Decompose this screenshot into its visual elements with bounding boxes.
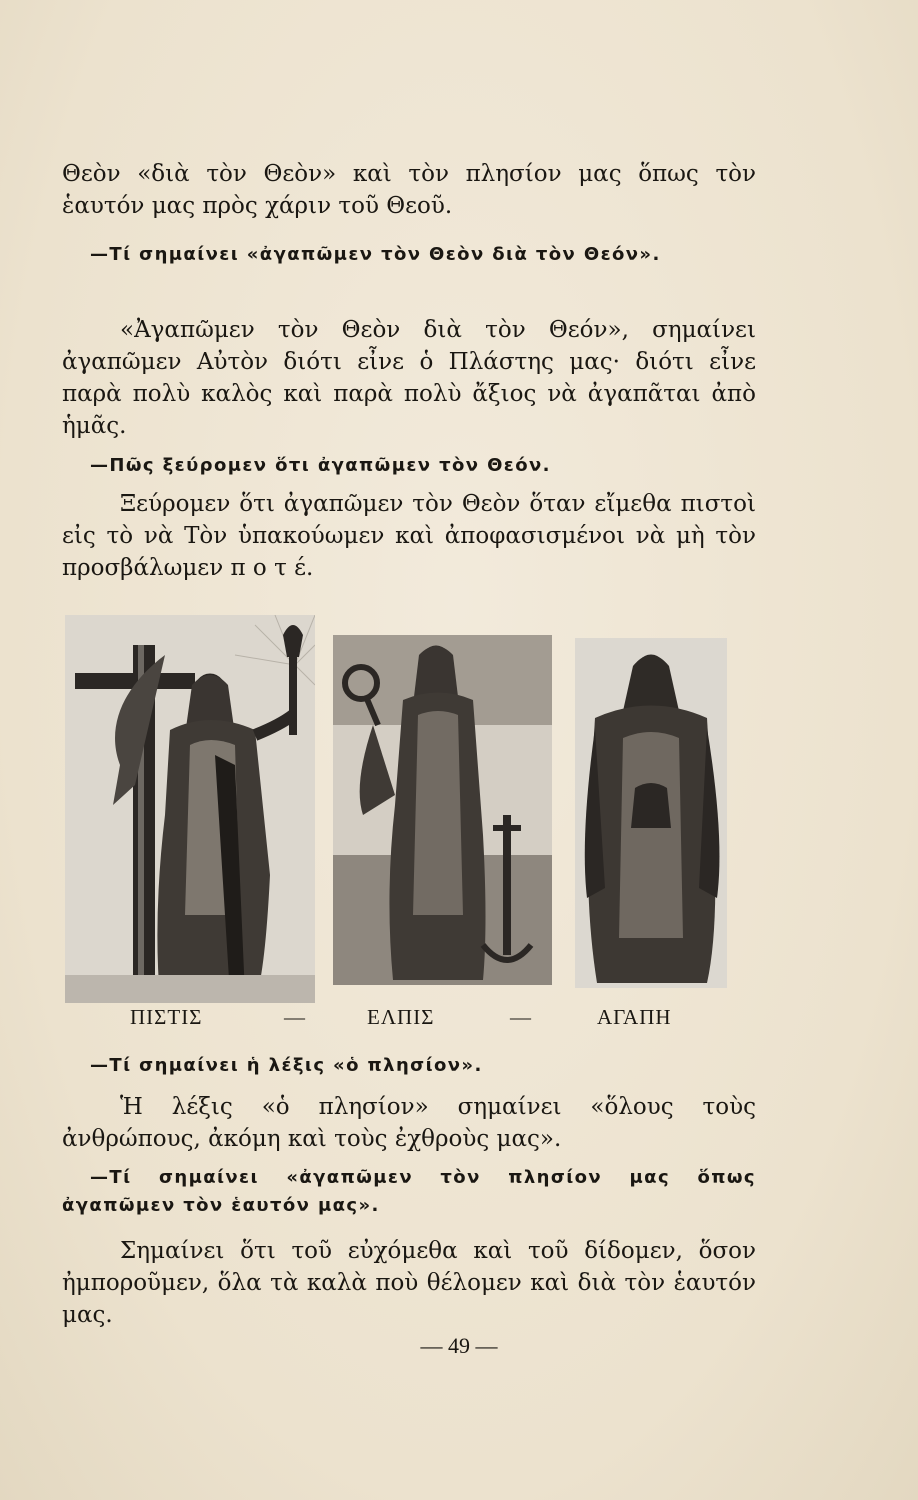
- engraving-elpis: [333, 635, 552, 985]
- answer-paragraph: Ξεύρομεν ὅτι ἀγαπῶμεν τὸν Θεὸν ὅταν εἴμεθα πιστοὶ εἰς τὸ νὰ Τὸν ὑπακούωμεν καὶ ἀποφασισμένοι νὰ μὴ τὸν προσβάλωμεν π ο τ έ.: [62, 491, 756, 581]
- engraving-agape: [575, 638, 727, 988]
- answer-neighbor-word: [62, 1091, 756, 1155]
- caption-dash-1: —: [284, 1005, 306, 1029]
- answer-paragraph: Σημαίνει ὅτι τοῦ εὐχόμεθα καὶ τοῦ δίδομεν, ὅσον ἠμποροῦμεν, ὅλα τὰ καλὰ ποὺ θέλομεν καὶ διὰ τὸν ἑαυτόν μας.: [62, 1238, 756, 1328]
- text-top: [62, 158, 756, 222]
- answer-love-neighbor: [62, 1235, 756, 1331]
- caption-dash-2: —: [510, 1005, 532, 1029]
- question-heading: —Τί σημαίνει «ἀγαπῶμεν τὸν Θεὸν διὰ τὸν Θεόν».: [90, 244, 661, 265]
- paragraph-continuation: Θεὸν «διὰ τὸν Θεὸν» καὶ τὸν πλησίον μας ὅπως τὸν ἑαυτόν μας πρὸς χάριν τοῦ Θεοῦ.: [62, 161, 756, 219]
- caption-agape: ΑΓΑΠΗ: [597, 1005, 672, 1029]
- question-love-god-for-god: [62, 241, 756, 269]
- answer-how-we-know: [62, 488, 756, 584]
- question-heading: —Τί σημαίνει «ἀγαπῶμεν τὸν πλησίον μας ὅπως ἀγαπῶμεν τὸν ἑαυτόν μας».: [62, 1167, 756, 1216]
- question-love-neighbor: [62, 1164, 756, 1220]
- caption-pistis: ΠΙΣΤΙΣ: [130, 1005, 203, 1029]
- love-figure-image: [575, 638, 727, 988]
- question-neighbor-word: [62, 1052, 756, 1080]
- question-how-we-know: [62, 452, 756, 480]
- answer-love-god-for-god: [62, 314, 756, 442]
- question-heading: —Τί σημαίνει ἡ λέξις «ὁ πλησίον».: [90, 1055, 483, 1076]
- faith-figure-image: [65, 615, 315, 1003]
- answer-paragraph: «Ἀγαπῶμεν τὸν Θεὸν διὰ τὸν Θεόν», σημαίνει ἀγαπῶμεν Αὐτὸν διότι εἶνε ὁ Πλάστης μας· διότι εἶνε παρὰ πολὺ καλὸς καὶ παρὰ πολὺ ἄξιος νὰ ἀγαπᾶται ἀπὸ ἡμᾶς.: [62, 317, 756, 439]
- page-number: — 49 —: [420, 1333, 498, 1358]
- hope-figure-image: [333, 635, 552, 985]
- answer-paragraph: Ἡ λέξις «ὁ πλησίον» σημαίνει «ὅλους τοὺς ἀνθρώπους, ἀκόμη καὶ τοὺς ἐχθροὺς μας».: [62, 1094, 756, 1152]
- engraving-pistis: [65, 615, 315, 1003]
- caption-elpis: ΕΛΠΙΣ: [367, 1005, 435, 1029]
- figure-captions: [0, 1005, 918, 1041]
- question-heading: —Πῶς ξεύρομεν ὅτι ἀγαπῶμεν τὸν Θεόν.: [90, 455, 551, 476]
